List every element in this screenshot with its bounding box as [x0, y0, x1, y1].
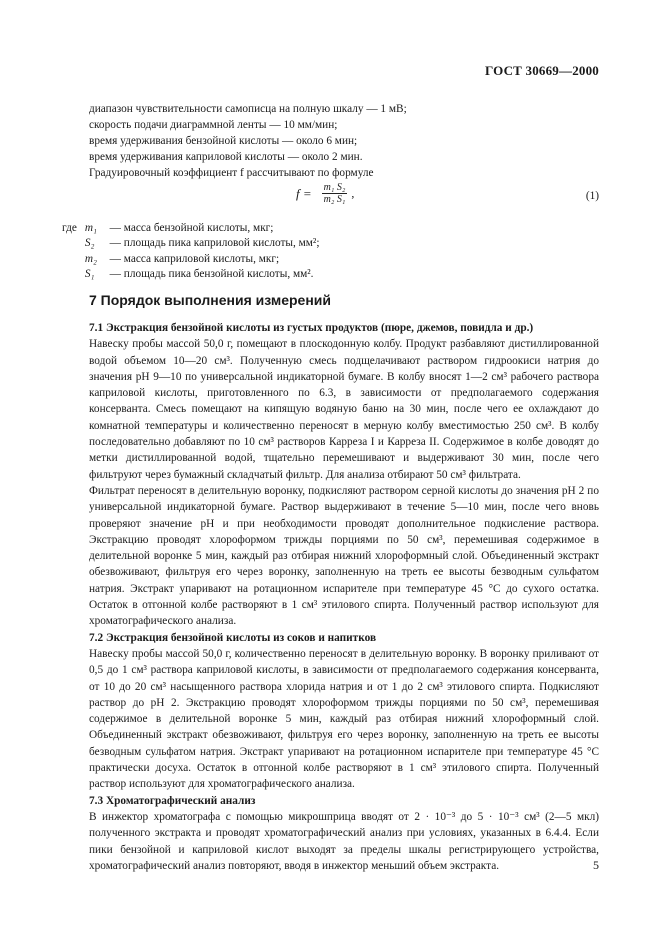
param-line: диапазон чувствительности самописца на полную шкалу — 1 мВ; — [89, 103, 407, 115]
paragraph: Навеску пробы массой 50,0 г, количественно переносят в делительную воронку. В воронку приливают от 0,5 до 1 см³ раствора каприловой кислоты, в зависимости от предполагаемого содержания консерванта, от 10 до 20 см³ насыщенного раствора хлорида натрия и от 1 до 2 см³ этилового спирта. Подкисляют раствор до pH 2. Экстракцию проводят хлороформом трижды порциями по 50 см³, перемешивая содержимое в делительной воронке 5 мин, каждый раз отбирая нижний хлороформный слой. Объединенный экстракт обезвоживают, фильтруя его через воронку, заполненную на треть ее высоты безводным сульфатом натрия. Экстракт упаривают на ротационном испарителе при температуре 45 °С практически досуха. Остаток в отгонной колбе растворяют в 1 см³ этилового спирта. Полученный раствор используют для хроматографического анализа. — [89, 647, 599, 791]
legend-symbol: m₂ — [84, 253, 97, 265]
legend-item — [62, 236, 319, 251]
section-body — [89, 320, 599, 874]
param-line: скорость подачи диаграммной ленты — 10 мм/мин; — [89, 119, 338, 131]
section-heading: 7 Порядок выполнения измерений — [89, 292, 332, 308]
legend-symbol: S₁ — [84, 268, 95, 280]
legend-symbol: S₂ — [84, 237, 95, 249]
param-line: время удерживания бензойной кислоты — около 6 мин; — [89, 135, 358, 147]
formula-denominator: m₂ S₁ — [323, 194, 346, 205]
page-number: 5 — [593, 858, 599, 872]
paragraph: Фильтрат переносят в делительную воронку, подкисляют раствором серной кислоты до значения pH 2 по универсальной индикаторной бумаге. Раствор выдерживают в течение 5—10 мин, после чего вновь проверяют значение pH и при необходимости проводят дополнительное подкисление раствора. Экстракцию проводят хлороформом трижды порциями по 50 см³, перемешивая содержимое в делительной воронке 5 мин, каждый раз отбирая нижний хлороформный слой. Объединенный экстракт обезвоживают, фильтруя его через воронку, заполненную на треть ее высоты безводным сульфатом натрия. Экстракт упаривают на ротационном испарителе при температуре 45 °С до сухого остатка. Остаток в отгонной колбе растворяют в 1 см³ этилового спирта. Полученный раствор используют для хроматографического анализа. — [89, 484, 599, 628]
standard-header: ГОСТ 30669—2000 — [484, 63, 599, 78]
formula-fraction — [322, 182, 348, 205]
subsection-title: 7.1 Экстракция бензойной кислоты из густых продуктов (пюре, джемов, повидла и др.) — [89, 322, 534, 334]
legend-text: — площадь пика бензойной кислоты, мм². — [109, 268, 314, 280]
legend-symbol: m₁ — [84, 222, 97, 234]
legend-item — [62, 221, 273, 236]
formula-tail: , — [351, 186, 355, 200]
legend-text: — площадь пика каприловой кислоты, мм²; — [109, 237, 320, 249]
subsection-title: 7.2 Экстракция бензойной кислоты из соков и напитков — [89, 631, 377, 644]
coefficient-intro: Градуировочный коэффициент f рассчитывают по формуле — [89, 167, 374, 179]
formula-lhs: f = — [296, 185, 312, 201]
legend-text: — масса каприловой кислоты, мкг; — [109, 253, 280, 265]
param-line: время удерживания каприловой кислоты — около 2 мин. — [89, 151, 363, 163]
formula — [296, 182, 354, 205]
paragraph: В инжектор хроматографа с помощью микрошприца вводят от 2 · 10⁻³ до 5 · 10⁻³ см³ (2—5 мкл) полученного экстракта и проводят хроматографический анализ при условиях, указанных в 6.4.4. Если пики бензойной и каприловой кислот выходят за пределы шкалы регистрирующего устройства, хроматографический анализ повторяют, вводя в инжектор меньший объем экстракта. — [89, 810, 599, 872]
legend-text: — масса бензойной кислоты, мкг; — [109, 222, 274, 234]
formula-numerator: m₁ S₂ — [323, 182, 346, 193]
legend-item — [62, 252, 279, 267]
legend-item — [62, 267, 313, 282]
legend-prefix: где — [62, 222, 77, 234]
paragraph: Навеску пробы массой 50,0 г, помещают в плоскодонную колбу. Продукт разбавляют дистиллированной водой объемом 10—20 см³. Полученную смесь подщелачивают раствором гидроокиси натрия до значения pH 9—10 по универсальной индикаторной бумаге. В колбу вносят 1—2 см³ рабочего раствора каприловой кислоты, приготовленного по 6.3, в зависимости от предполагаемого содержания консерванта. Смесь помещают на кипящую водяную баню на 30 мин, после чего ее охлаждают до комнатной температуры и количественно переносят в мерную колбу вместимостью 250 см³. В колбу последовательно добавляют по 10 см³ растворов Карреза I и Карреза II. Содержимое в колбе доводят до метки дистиллированной водой, тщательно перемешивают и выдерживают 30 мин, после чего фильтруют через бумажный складчатый фильтр. Для анализа отбирают 50 см³ фильтрата. — [89, 338, 599, 481]
equation-number: (1) — [585, 190, 599, 202]
subsection-title: 7.3 Хроматографический анализ — [89, 794, 256, 807]
